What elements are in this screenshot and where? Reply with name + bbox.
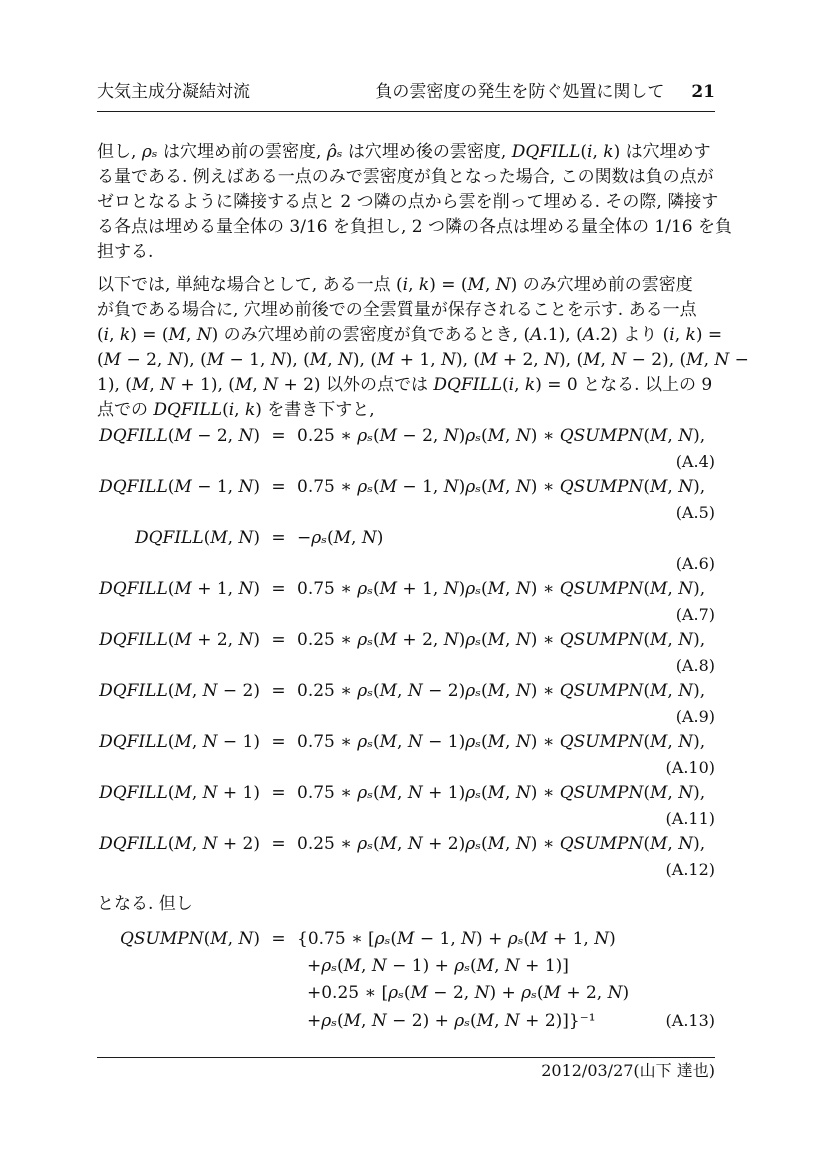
equals-sign: = (271, 426, 286, 446)
equation-label: (A.7) (675, 605, 715, 624)
equation-rhs: 0.75 ∗ ρₛ(M, N + 1)ρₛ(M, N) ∗ QSUMPN(M, N), (297, 783, 706, 803)
paragraph-line: 以下では, 単純な場合として, ある一点 (i, k) = (M, N) のみ穴埋め前の雲密度 (97, 275, 693, 295)
header-right-group (375, 80, 715, 104)
equation-a7 (97, 576, 715, 602)
equals-sign: = (271, 834, 286, 854)
equation-a10 (97, 729, 715, 755)
paragraph-line: 1), (M, N + 1), (M, N + 2) 以外の点では DQFILL(i, k) = 0 となる. 以上の 9 (97, 375, 713, 395)
equation-rhs: 0.25 ∗ ρₛ(M, N + 2)ρₛ(M, N) ∗ QSUMPN(M, N), (297, 834, 706, 854)
equation-rhs: 0.75 ∗ ρₛ(M − 1, N)ρₛ(M, N) ∗ QSUMPN(M, N), (297, 477, 706, 497)
paragraph-line: が負である場合に, 穴埋め前後での全雲質量が保存されることを示す. ある一点 (97, 300, 697, 320)
equation-rhs: 0.25 ∗ ρₛ(M, N − 2)ρₛ(M, N) ∗ QSUMPN(M, N), (297, 681, 706, 701)
equation-label: (A.11) (665, 809, 715, 828)
paragraph-line: 点での DQFILL(i, k) を書き下すと, (97, 400, 375, 420)
paragraph-line: (i, k) = (M, N) のみ穴埋め前の雲密度が負であるとき, (A.1), (A.2) より (i, k) = (97, 325, 723, 345)
equation-rhs: −ρₛ(M, N) (297, 528, 384, 548)
equation-a11 (97, 780, 715, 806)
equation-rhs: 0.75 ∗ ρₛ(M, N − 1)ρₛ(M, N) ∗ QSUMPN(M, N), (297, 732, 706, 752)
paragraph-line: 担する. (97, 242, 154, 262)
equation-a9 (97, 678, 715, 704)
equals-sign: = (271, 528, 286, 548)
equation-rhs (297, 926, 715, 1035)
header-left-title: 大気主成分凝結対流 (97, 82, 250, 102)
equation-a5 (97, 474, 715, 500)
equation-lhs: DQFILL(M − 2, N) (99, 426, 260, 446)
equation-lhs: DQFILL(M, N − 1) (99, 732, 260, 752)
equation-lhs: DQFILL(M, N − 2) (99, 681, 260, 701)
header-center-title: 負の雲密度の発生を防ぐ処置に関して (375, 82, 665, 102)
equation-rhs-line: +ρₛ(M, N − 1) + ρₛ(M, N + 1)] (307, 956, 569, 976)
equals-sign: = (271, 477, 286, 497)
text-column (97, 0, 749, 1084)
equation-label: (A.5) (675, 503, 715, 522)
equals-sign: = (271, 681, 286, 701)
equation-a8 (97, 627, 715, 653)
equation-lhs: DQFILL(M + 1, N) (99, 579, 260, 599)
equation-a13 (97, 926, 715, 1035)
equation-label: (A.8) (675, 656, 715, 675)
paragraph-line: ゼロとなるように隣接する点と 2 つ隣の点から雲を削って埋める. その際, 隣接す (97, 192, 719, 212)
equation-list (97, 423, 715, 882)
equation-label: (A.4) (675, 452, 715, 471)
equation-a4 (97, 423, 715, 449)
paragraph-line: 但し, ρₛ は穴埋め前の雲密度, ρ̂ₛ は穴埋め後の雲密度, DQFILL(i, k) は穴埋めす (97, 142, 711, 162)
paragraph-2 (97, 273, 749, 423)
page-number: 21 (691, 82, 715, 102)
equation-rhs: 0.25 ∗ ρₛ(M − 2, N)ρₛ(M, N) ∗ QSUMPN(M, N), (297, 426, 706, 446)
equation-lhs: DQFILL(M − 1, N) (99, 477, 260, 497)
equation-rhs-line: +ρₛ(M, N − 2) + ρₛ(M, N + 2)]}⁻¹ (307, 1011, 596, 1031)
equation-a12 (97, 831, 715, 857)
page-header (97, 80, 715, 112)
equation-a6 (97, 525, 715, 551)
equals-sign: = (271, 929, 286, 949)
footer-rule (97, 1057, 715, 1084)
equals-sign: = (271, 732, 286, 752)
equation-lhs: DQFILL(M + 2, N) (99, 630, 260, 650)
footer-credit: 2012/03/27(山下 達也) (541, 1061, 715, 1080)
connector-text: となる. 但し (97, 894, 193, 914)
equation-label: (A.13) (665, 1011, 715, 1030)
equation-lhs: DQFILL(M, N + 2) (99, 834, 260, 854)
equation-label: (A.10) (665, 758, 715, 777)
equals-sign: = (271, 579, 286, 599)
equation-rhs: 0.75 ∗ ρₛ(M + 1, N)ρₛ(M, N) ∗ QSUMPN(M, N), (297, 579, 706, 599)
equation-lhs: QSUMPN(M, N) (119, 929, 260, 949)
paragraph-1 (97, 140, 732, 265)
equation-lhs: DQFILL(M, N + 1) (99, 783, 260, 803)
equation-rhs: 0.25 ∗ ρₛ(M + 2, N)ρₛ(M, N) ∗ QSUMPN(M, N), (297, 630, 706, 650)
paragraph-line: (M − 2, N), (M − 1, N), (M, N), (M + 1, N), (M + 2, N), (M, N − 2), (M, N − (97, 350, 749, 370)
equation-rhs-line: +0.25 ∗ [ρₛ(M − 2, N) + ρₛ(M + 2, N) (307, 983, 630, 1003)
equation-label: (A.6) (675, 554, 715, 573)
equation-rhs-line: {0.75 ∗ [ρₛ(M − 1, N) + ρₛ(M + 1, N) (297, 929, 616, 949)
equation-label: (A.9) (675, 707, 715, 726)
equals-sign: = (271, 630, 286, 650)
paragraph-line: る各点は埋める量全体の 3/16 を負担し, 2 つ隣の各点は埋める量全体の 1/16 を負 (97, 217, 732, 237)
equation-lhs: DQFILL(M, N) (134, 528, 260, 548)
equals-sign: = (271, 783, 286, 803)
paragraph-line: る量である. 例えばある一点のみで雲密度が負となった場合, この関数は負の点が (97, 167, 714, 187)
equation-label: (A.12) (665, 860, 715, 879)
